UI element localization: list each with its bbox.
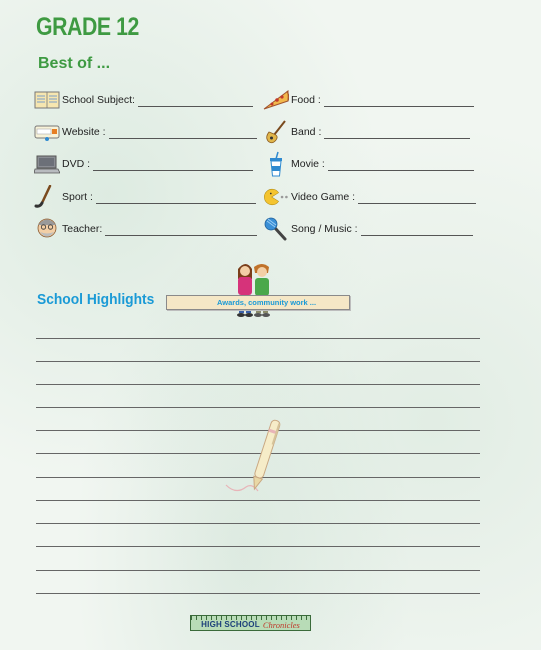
best-of-label: Sport : (62, 191, 93, 203)
best-of-label: Food : (291, 94, 321, 106)
drink-cup-icon (263, 152, 289, 176)
highlights-title: School Highlights (37, 291, 155, 308)
best-of-label: School Subject: (62, 94, 135, 106)
notebook-icon (34, 88, 60, 112)
writing-line[interactable] (36, 570, 480, 571)
microphone-icon (263, 217, 289, 241)
answer-line[interactable] (109, 126, 257, 139)
best-of-row-song-music (263, 217, 473, 241)
best-of-label: Song / Music : (291, 223, 358, 235)
awards-banner-text: Awards, community work ... (217, 298, 317, 307)
best-of-row-sport (34, 185, 256, 209)
guitar-icon (263, 120, 289, 144)
pizza-icon (263, 88, 289, 112)
answer-line[interactable] (96, 191, 256, 204)
section-subtitle: Best of ... (38, 55, 111, 72)
writing-line[interactable] (36, 593, 480, 594)
footer-brand-script: Chronicles (262, 619, 300, 630)
answer-line[interactable] (138, 94, 253, 107)
writing-line[interactable] (36, 523, 480, 524)
best-of-row-food (263, 88, 474, 112)
awards-banner (166, 295, 350, 310)
best-of-label: Website : (62, 126, 106, 138)
best-of-row-school-subject (34, 88, 253, 112)
best-of-label: Video Game : (291, 191, 356, 203)
laptop-icon (34, 152, 60, 176)
hockey-stick-icon (34, 185, 60, 209)
writing-line[interactable] (36, 500, 480, 501)
pen-illustration (222, 415, 282, 500)
footer-brand-main: HIGH SCHOOL (201, 620, 260, 629)
answer-line[interactable] (361, 223, 473, 236)
browser-icon (34, 120, 60, 144)
best-of-row-dvd (34, 152, 253, 176)
writing-line[interactable] (36, 407, 480, 408)
best-of-row-teacher (34, 217, 257, 241)
writing-line[interactable] (36, 361, 480, 362)
best-of-row-video-game (263, 185, 476, 209)
writing-line[interactable] (36, 384, 480, 385)
answer-line[interactable] (358, 191, 476, 204)
best-of-label: Movie : (291, 158, 325, 170)
writing-line[interactable] (36, 338, 480, 339)
best-of-row-website (34, 120, 257, 144)
answer-line[interactable] (324, 126, 470, 139)
answer-line[interactable] (328, 158, 474, 171)
ruler-ticks (191, 616, 310, 620)
answer-line[interactable] (324, 94, 474, 107)
best-of-label: Teacher: (62, 223, 103, 235)
students-illustration (234, 259, 274, 323)
pacman-icon (263, 185, 289, 209)
best-of-row-band (263, 120, 470, 144)
footer-logo (190, 615, 311, 631)
best-of-row-movie (263, 152, 474, 176)
page-title: GRADE 12 (36, 13, 139, 41)
answer-line[interactable] (93, 158, 253, 171)
teacher-face-icon (34, 217, 60, 241)
best-of-label: DVD : (62, 158, 91, 170)
writing-line[interactable] (36, 546, 480, 547)
answer-line[interactable] (105, 223, 257, 236)
best-of-label: Band : (291, 126, 322, 138)
